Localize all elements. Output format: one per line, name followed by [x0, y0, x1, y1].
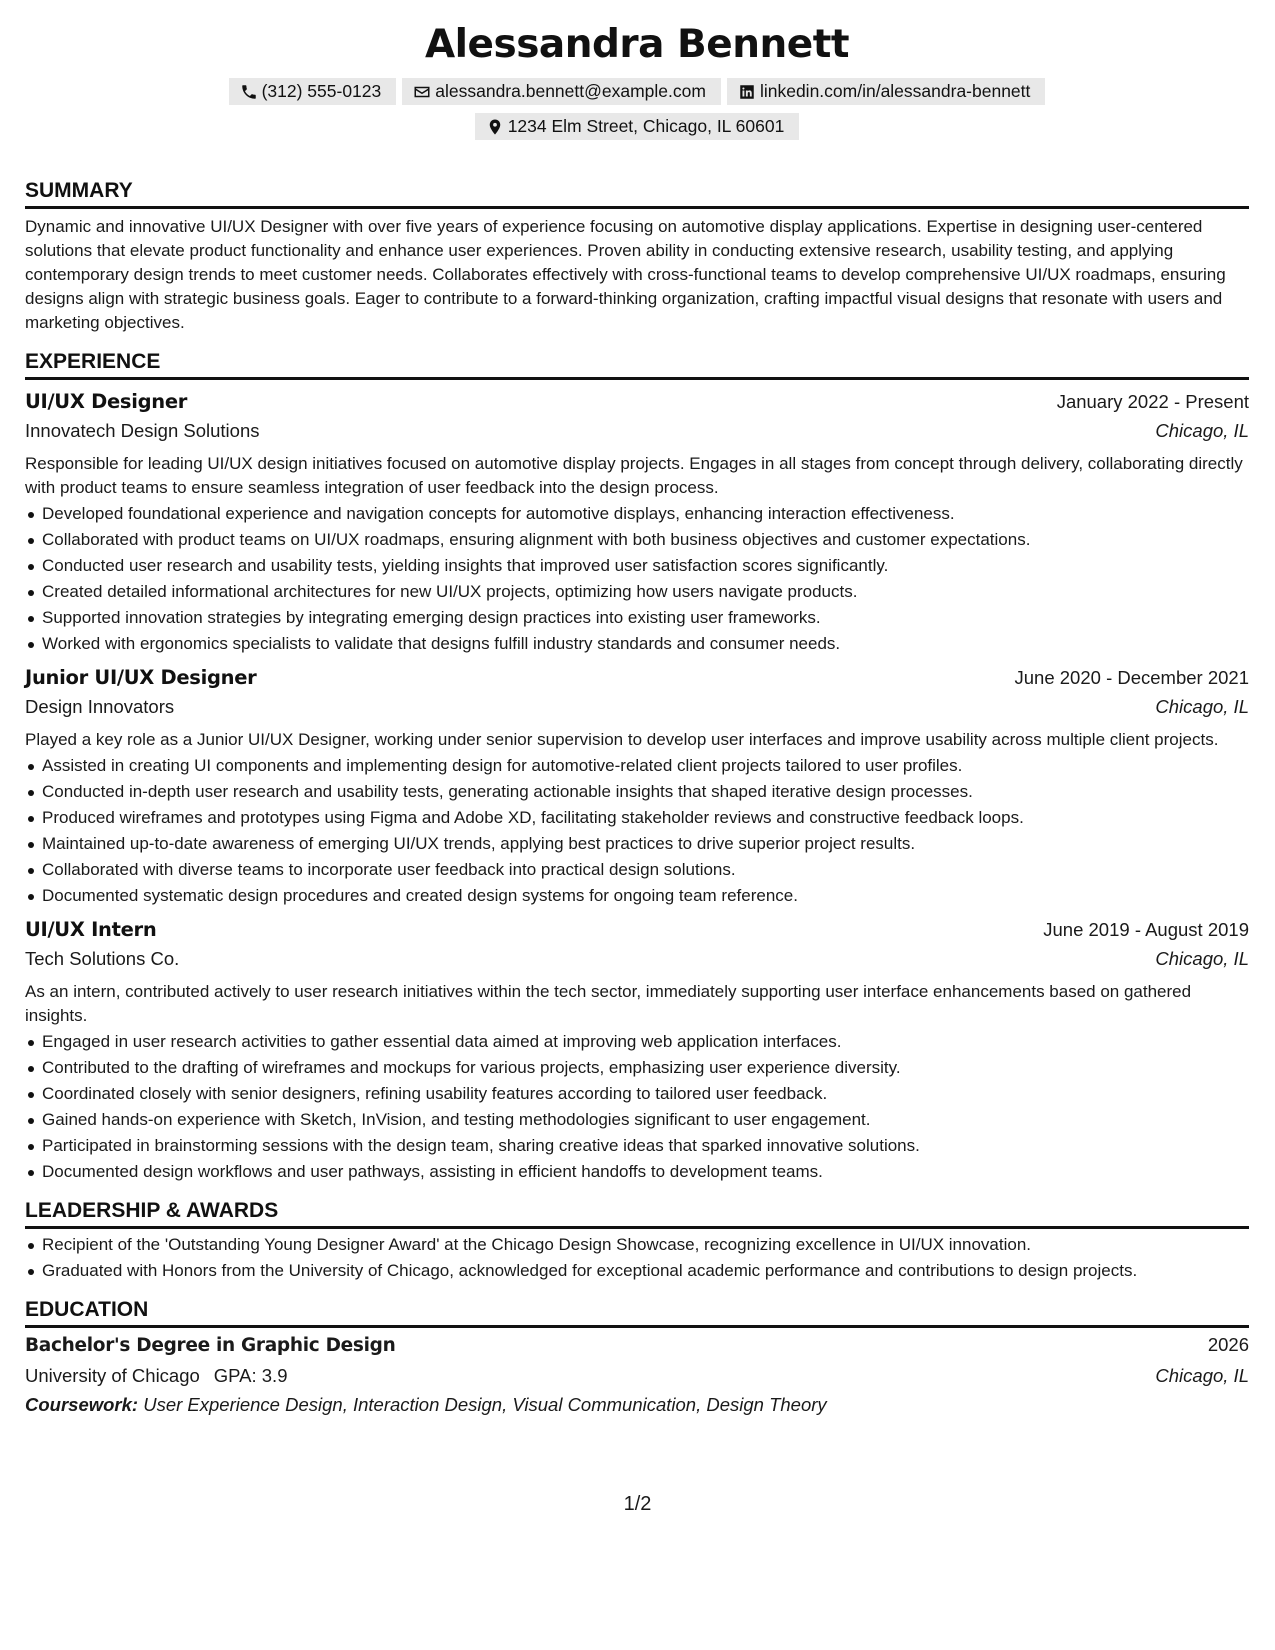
- job-bullets: [25, 502, 1249, 656]
- company-name: Tech Solutions Co.: [25, 948, 180, 969]
- resume-page: [25, 18, 1249, 1419]
- school-line: [25, 1361, 288, 1391]
- bullet-item: Developed foundational experience and navigation concepts for automotive displays, enhancing interaction effectiveness.: [25, 502, 1249, 526]
- leadership-heading: LEADERSHIP & AWARDS: [25, 1198, 1249, 1229]
- company-name: Innovatech Design Solutions: [25, 420, 260, 441]
- bullet-item: Supported innovation strategies by integrating emerging design practices into existing user frameworks.: [25, 606, 1249, 630]
- company-name: Design Innovators: [25, 696, 175, 717]
- summary-text: Dynamic and innovative UI/UX Designer with over five years of experience focusing on automotive display applications. Expertise in designing user-centered solutions that elevate product functionality and enhance user experiences. Proven ability in conducting extensive research, usability testing, and applying contemporary design trends to meet customer needs. Collaborates effectively with cross-functional teams to develop comprehensive UI/UX roadmaps, ensuring designs align with strategic business goals. Eager to contribute to a forward-thinking organization, crafting impactful visual designs that resonate with users and marketing objectives.: [25, 217, 1226, 332]
- job-description: Responsible for leading UI/UX design initiatives focused on automotive display projects. Engages in all stages from concept through delivery, collaborating directly with product teams to ensure seamless integration of user feedback into the design process.: [25, 454, 1243, 497]
- phone-icon: [240, 83, 258, 101]
- linkedin-icon: [738, 83, 756, 101]
- bullet-item: Produced wireframes and prototypes using Figma and Adobe XD, facilitating stakeholder reviews and constructive feedback loops.: [25, 806, 1249, 830]
- address-chip[interactable]: [475, 113, 800, 140]
- linkedin-text: linkedin.com/in/alessandra-bennett: [759, 81, 1031, 101]
- leadership-bullets: [25, 1233, 1249, 1283]
- leadership-section: [25, 1198, 1249, 1283]
- degree-name: Bachelor's Degree in Graphic Design: [25, 1335, 396, 1356]
- bullet-item: Created detailed informational architectures for new UI/UX projects, optimizing how users navigate products.: [25, 580, 1249, 604]
- job-title: Junior UI/UX Designer: [25, 666, 257, 689]
- bullet-item: Conducted user research and usability tests, yielding insights that improved user satisfaction scores significantly.: [25, 554, 1249, 578]
- job-location: Chicago, IL: [1155, 420, 1249, 441]
- bullet-item: Collaborated with diverse teams to incorporate user feedback into practical design solutions.: [25, 858, 1249, 882]
- bullet-item: Worked with ergonomics specialists to validate that designs fulfill industry standards and consumer needs.: [25, 632, 1249, 656]
- job-bullets: [25, 754, 1249, 908]
- address-text: 1234 Elm Street, Chicago, IL 60601: [507, 116, 785, 136]
- envelope-icon: [413, 83, 431, 101]
- email-text: alessandra.bennett@example.com: [435, 81, 706, 101]
- bullet-item: Participated in brainstorming sessions with the design team, sharing creative ideas that sparked innovative solutions.: [25, 1134, 1249, 1158]
- phone-text: (312) 555-0123: [261, 81, 382, 101]
- summary-section: [25, 178, 1249, 335]
- map-marker-icon: [486, 118, 504, 136]
- bullet-item: Assisted in creating UI components and implementing design for automotive-related client projects tailored to user profiles.: [25, 754, 1249, 778]
- contact-row-2: [25, 113, 1249, 140]
- graduation-year: 2026: [1207, 1334, 1249, 1355]
- job-description: Played a key role as a Junior UI/UX Designer, working under senior supervision to develop user interfaces and improve usability across multiple client projects.: [25, 730, 1219, 749]
- experience-section: [25, 349, 1249, 1184]
- education-heading: EDUCATION: [25, 1297, 1249, 1328]
- bullet-item: Coordinated closely with senior designers, refining usability features according to tailored user feedback.: [25, 1082, 1249, 1106]
- job-title: UI/UX Intern: [25, 918, 157, 941]
- school-name: University of Chicago: [25, 1365, 200, 1386]
- job-description: As an intern, contributed actively to user research initiatives within the tech sector, immediately supporting user interface enhancements based on gathered insights.: [25, 982, 1192, 1025]
- page-number: 1/2: [623, 1493, 652, 1515]
- bullet-item: Maintained up-to-date awareness of emerging UI/UX trends, applying best practices to drive superior project results.: [25, 832, 1249, 856]
- job-title: UI/UX Designer: [25, 390, 188, 413]
- job-entry: [25, 664, 1249, 908]
- bullet-item: Contributed to the drafting of wireframes and mockups for various projects, emphasizing user experience diversity.: [25, 1056, 1249, 1080]
- job-dates: January 2022 - Present: [1056, 391, 1249, 412]
- bullet-item: Recipient of the 'Outstanding Young Designer Award' at the Chicago Design Showcase, recognizing excellence in UI/UX innovation.: [25, 1233, 1249, 1257]
- job-bullets: [25, 1030, 1249, 1184]
- bullet-item: Documented design workflows and user pathways, assisting in efficient handoffs to development teams.: [25, 1160, 1249, 1184]
- job-dates: June 2020 - December 2021: [1014, 667, 1249, 688]
- coursework: [25, 1391, 1249, 1419]
- linkedin-chip[interactable]: [727, 78, 1045, 105]
- coursework-list: User Experience Design, Interaction Design, Visual Communication, Design Theory: [143, 1394, 827, 1415]
- education-section: [25, 1297, 1249, 1419]
- job-location: Chicago, IL: [1155, 696, 1249, 717]
- phone-chip[interactable]: [229, 78, 397, 105]
- bullet-item: Gained hands-on experience with Sketch, InVision, and testing methodologies significant to user engagement.: [25, 1108, 1249, 1132]
- contact-row-1: [25, 78, 1249, 105]
- gpa: GPA: 3.9: [213, 1365, 288, 1386]
- bullet-item: Graduated with Honors from the University of Chicago, acknowledged for exceptional academic performance and contributions to design projects.: [25, 1259, 1249, 1283]
- job-dates: June 2019 - August 2019: [1043, 919, 1249, 940]
- candidate-name: Alessandra Bennett: [425, 22, 849, 67]
- bullet-item: Documented systematic design procedures and created design systems for ongoing team reference.: [25, 884, 1249, 908]
- email-chip[interactable]: [402, 78, 721, 105]
- job-location: Chicago, IL: [1155, 948, 1249, 969]
- experience-heading: EXPERIENCE: [25, 349, 1249, 380]
- summary-heading: SUMMARY: [25, 178, 1249, 209]
- school-location: Chicago, IL: [1155, 1365, 1249, 1386]
- job-entry: [25, 916, 1249, 1184]
- bullet-item: Collaborated with product teams on UI/UX roadmaps, ensuring alignment with both business objectives and customer expectations.: [25, 528, 1249, 552]
- job-entry: [25, 388, 1249, 656]
- coursework-label: Coursework:: [25, 1394, 139, 1415]
- bullet-item: Engaged in user research activities to gather essential data aimed at improving web application interfaces.: [25, 1030, 1249, 1054]
- bullet-item: Conducted in-depth user research and usability tests, generating actionable insights that shaped iterative design processes.: [25, 780, 1249, 804]
